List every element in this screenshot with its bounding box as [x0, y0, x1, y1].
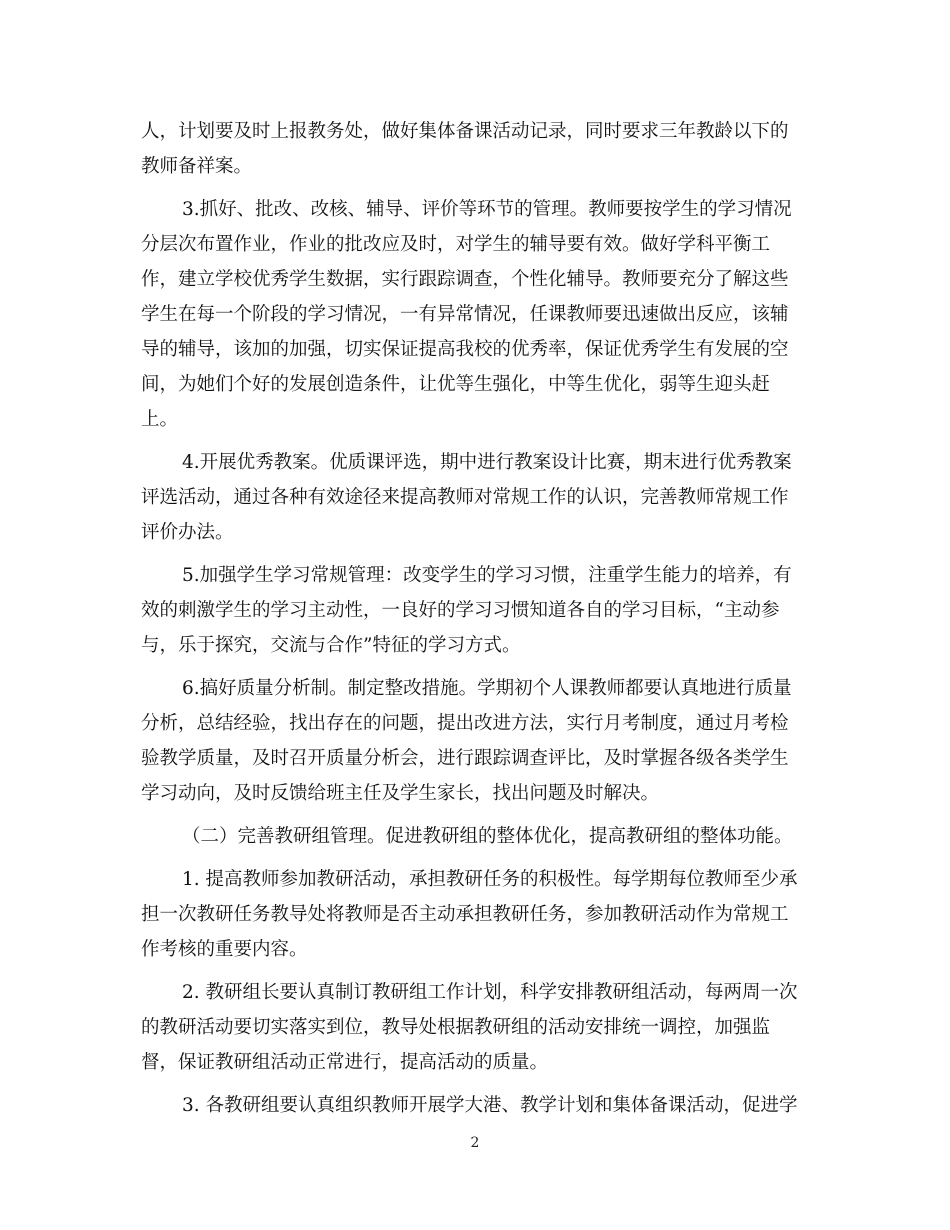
- text-line: 间，为她们个好的发展创造条件，让优等生强化，中等生优化，弱等生迎头赶: [141, 374, 771, 395]
- text-line: 学生在每一个阶段的学习情况，一有异常情况，任课教师要迅速做出反应，该辅: [141, 304, 789, 325]
- text-line: 验教学质量，及时召开质量分析会，进行跟踪调查评比，及时掌握各级各类学生: [141, 748, 789, 769]
- paragraph-start-line: 3.抓好、批改、改核、辅导、评价等环节的管理。教师要按学生的学习情况: [182, 199, 792, 220]
- paragraph-start-line: 4.开展优秀教案。优质课评选，期中进行教案设计比赛，期末进行优秀教案: [182, 452, 792, 473]
- text-line: 的教研活动要切实落实到位，教导处根据教研组的活动安排统一调控，加强监: [141, 1017, 771, 1038]
- text-line: 分析，总结经验，找出存在的问题，提出改进方法，实行月考制度，通过月考检: [141, 713, 789, 734]
- text-line: 作考核的重要内容。: [141, 939, 308, 960]
- text-line: 效的刺激学生的学习主动性，一良好的学习习惯知道各自的学习目标，“主动参: [141, 600, 780, 621]
- paragraph-start-line: 2. 教研组长要认真制订教研组工作计划，科学安排教研组活动，每两周一次: [182, 982, 798, 1003]
- text-line: 担一次教研任务教导处将教师是否主动承担教研任务，参加教研活动作为常规工: [141, 904, 789, 925]
- page-number: 2: [470, 1135, 480, 1151]
- text-line: 督，保证教研组活动正常进行，提高活动的质量。: [141, 1052, 549, 1073]
- text-line: 人，计划要及时上报教务处，做好集体备课活动记录，同时要求三年教龄以下的: [141, 121, 789, 142]
- text-line: 学习动向，及时反馈给班主任及学生家长，找出问题及时解决。: [141, 783, 660, 804]
- text-line: 导的辅导，该加的加强，切实保证提高我校的优秀率，保证优秀学生有发展的空: [141, 339, 789, 360]
- text-line: 教师备祥案。: [141, 156, 253, 177]
- text-line: 与，乐于探究，交流与合作”特征的学习方式。: [141, 635, 521, 656]
- paragraph-start-line: 3. 各教研组要认真组织教师开展学大港、教学计划和集体备课活动，促进学: [182, 1095, 798, 1116]
- text-line: 分层次布置作业，作业的批改应及时，对学生的辅导要有效。做好学科平衡工: [141, 234, 771, 255]
- text-line: 作，建立学校优秀学生数据，实行跟踪调查，个性化辅导。教师要充分了解这些: [141, 269, 789, 290]
- section-heading: （二）完善教研组管理。促进教研组的整体优化，提高教研组的整体功能。: [182, 826, 793, 847]
- paragraph-start-line: 5.加强学生学习常规管理：改变学生的学习习惯，注重学生能力的培养，有: [182, 565, 792, 586]
- paragraph-start-line: 6.搞好质量分析制。制定整改措施。学期初个人课教师都要认真地进行质量: [182, 678, 792, 699]
- paragraph-start-line: 1. 提高教师参加教研活动，承担教研任务的积极性。每学期每位教师至少承: [182, 869, 798, 890]
- text-line: 评选活动，通过各种有效途径来提高教师对常规工作的认识，完善教师常规工作: [141, 487, 789, 508]
- text-line: 评价办法。: [141, 522, 234, 543]
- text-line: 上。: [141, 409, 179, 430]
